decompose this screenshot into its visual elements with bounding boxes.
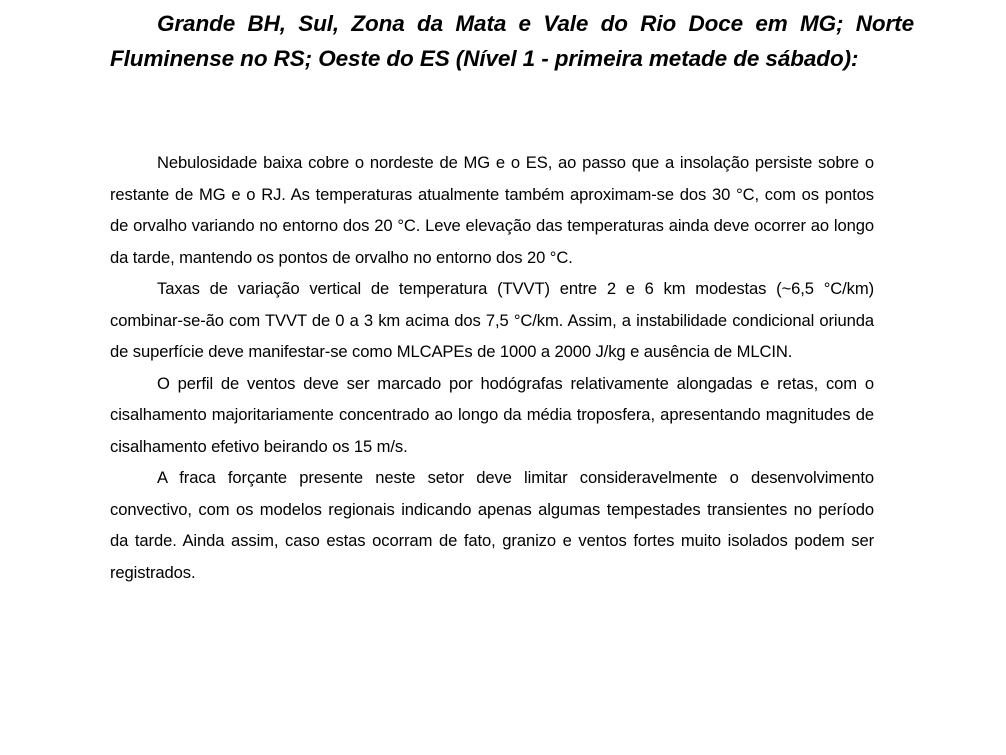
- section-heading: Grande BH, Sul, Zona da Mata e Vale do Rio Doce em MG; Norte Fluminense no RS; Oeste do ES (Nível 1 - primeira metade de sábado):: [110, 11, 914, 71]
- body-text: [110, 147, 874, 588]
- paragraph-forcing: A fraca forçante presente neste setor deve limitar consideravelmente o desenvolvimento convectivo, com os modelos regionais indicando apenas algumas tempestades transientes no período da tarde. Ainda assim, caso estas ocorram de fato, granizo e ventos fortes muito isolados podem ser registrados.: [110, 468, 874, 582]
- paragraph-cloudiness: Nebulosidade baixa cobre o nordeste de MG e o ES, ao passo que a insolação persiste sobre o restante de MG e o RJ. As temperaturas atualmente também aproximam-se dos 30 °C, com os pontos de orvalho variando no entorno dos 20 °C. Leve elevação das temperaturas ainda deve ocorrer ao longo da tarde, mantendo os pontos de orvalho no entorno dos 20 °C.: [110, 153, 874, 267]
- paragraph-wind-profile: O perfil de ventos deve ser marcado por hodógrafas relativamente alongadas e retas, com o cisalhamento majoritariamente concentrado ao longo da média troposfera, apresentando magnitudes de cisalhamento efetivo beirando os 15 m/s.: [110, 373, 874, 456]
- paragraph-lapse-rates: Taxas de variação vertical de temperatura (TVVT) entre 2 e 6 km modestas (~6,5 °C/km) combinar-se-ão com TVVT de 0 a 3 km acima dos 7,5 °C/km. Assim, a instabilidade condicional oriunda de superfície deve manifestar-se como MLCAPEs de 1000 a 2000 J/kg e ausência de MLCIN.: [110, 279, 874, 361]
